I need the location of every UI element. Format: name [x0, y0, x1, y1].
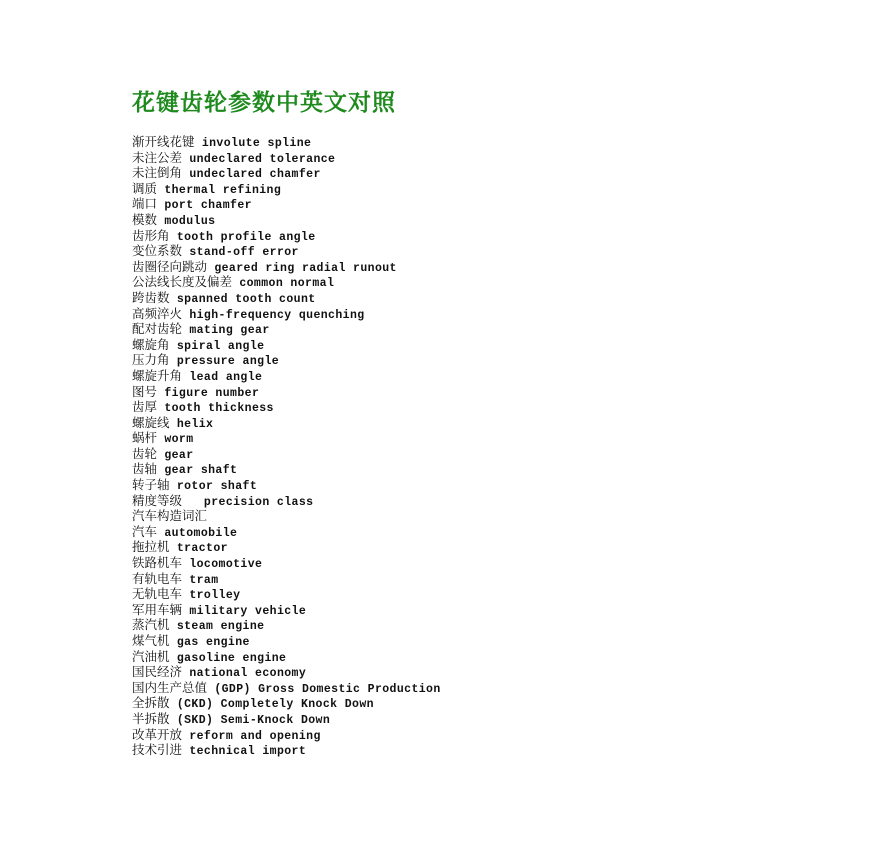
glossary-entry	[132, 539, 441, 555]
glossary-entry	[132, 150, 441, 166]
term-english: gas engine	[176, 636, 250, 649]
glossary-list	[132, 134, 441, 758]
term-chinese: 压力角	[132, 352, 170, 368]
term-english: tooth thickness	[164, 402, 274, 416]
glossary-entry	[132, 555, 441, 571]
term-separator	[170, 636, 177, 649]
glossary-entry	[132, 446, 441, 462]
term-english: military vehicle	[189, 604, 307, 618]
document-title: 花键齿轮参数中英文对照	[132, 89, 396, 116]
term-english: mating gear	[189, 324, 270, 338]
term-english: reform and opening	[189, 729, 321, 743]
term-english: automobile	[164, 526, 238, 540]
glossary-entry	[132, 711, 441, 727]
term-chinese: 半拆散	[132, 710, 170, 726]
term-chinese: 转子轴	[132, 477, 170, 493]
term-separator	[170, 231, 177, 244]
term-chinese: 有轨电车	[132, 570, 183, 586]
term-english: lead angle	[189, 370, 263, 384]
term-separator	[170, 698, 177, 711]
term-chinese: 齿形角	[132, 227, 170, 243]
term-english: (SKD) Semi-Knock Down	[176, 713, 331, 727]
glossary-entry	[132, 664, 441, 680]
glossary-entry	[132, 742, 441, 758]
glossary-entry	[132, 384, 441, 400]
term-english: technical import	[189, 745, 307, 759]
term-chinese: 齿轮	[132, 445, 158, 461]
glossary-entry	[132, 524, 441, 540]
term-english: helix	[176, 417, 214, 431]
term-chinese: 螺旋线	[132, 414, 170, 430]
term-chinese: 精度等级	[132, 492, 183, 508]
term-chinese: 蜗杆	[132, 430, 158, 446]
glossary-entry	[132, 415, 441, 431]
glossary-entry	[132, 321, 441, 337]
term-chinese: 配对齿轮	[132, 321, 183, 337]
glossary-entry	[132, 461, 441, 477]
term-english: steam engine	[176, 620, 265, 634]
glossary-entry	[132, 586, 441, 602]
glossary-entry	[132, 368, 441, 384]
term-separator	[170, 542, 177, 555]
term-chinese: 模数	[132, 211, 158, 227]
term-chinese: 端口	[132, 196, 158, 212]
term-english: high-frequency quenching	[189, 308, 365, 322]
glossary-entry	[132, 649, 441, 665]
term-chinese: 螺旋角	[132, 336, 170, 352]
term-english: (CKD) Completely Knock Down	[176, 698, 374, 712]
term-chinese: 螺旋升角	[132, 367, 183, 383]
term-chinese: 国民经济	[132, 664, 183, 680]
term-english: modulus	[164, 214, 216, 228]
term-english: gear	[164, 448, 194, 462]
glossary-entry	[132, 337, 441, 353]
glossary-entry	[132, 212, 441, 228]
term-english: geared ring radial runout	[214, 261, 397, 275]
term-english: port chamfer	[164, 199, 252, 213]
term-chinese: 改革开放	[132, 726, 183, 742]
glossary-entry	[132, 399, 441, 415]
term-english: undeclared tolerance	[189, 152, 336, 166]
glossary-entry	[132, 430, 441, 446]
term-english: national economy	[189, 667, 307, 681]
term-english: pressure angle	[176, 355, 280, 369]
term-separator	[170, 620, 177, 633]
term-english: locomotive	[189, 558, 263, 572]
term-chinese: 军用车辆	[132, 601, 183, 617]
term-chinese: 汽油机	[132, 648, 170, 664]
term-separator	[170, 480, 177, 493]
glossary-entry	[132, 680, 441, 696]
term-english: tractor	[176, 542, 228, 556]
glossary-entry	[132, 134, 441, 150]
term-chinese: 未注倒角	[132, 165, 183, 181]
term-english: stand-off error	[189, 246, 299, 260]
term-chinese: 汽车	[132, 523, 158, 539]
glossary-entry	[132, 306, 441, 322]
glossary-entry	[132, 617, 441, 633]
term-english: gear shaft	[164, 464, 238, 478]
glossary-entry	[132, 727, 441, 743]
term-chinese: 齿圈径向跳动	[132, 258, 208, 274]
glossary-entry	[132, 695, 441, 711]
term-chinese: 全拆散	[132, 695, 170, 711]
term-separator	[170, 340, 177, 353]
term-separator	[170, 355, 177, 368]
glossary-entry	[132, 508, 441, 524]
term-separator	[170, 652, 177, 665]
term-separator	[182, 496, 204, 509]
term-separator	[170, 293, 177, 306]
term-english: tooth profile angle	[176, 230, 316, 244]
term-chinese: 齿轴	[132, 461, 158, 477]
term-chinese: 公法线长度及偏差	[132, 274, 233, 290]
term-chinese: 齿厚	[132, 399, 158, 415]
term-chinese: 变位系数	[132, 243, 183, 259]
term-chinese: 跨齿数	[132, 289, 170, 305]
term-english: undeclared chamfer	[189, 168, 321, 182]
term-chinese: 未注公差	[132, 149, 183, 165]
term-english: figure number	[164, 386, 260, 400]
term-chinese: 技术引进	[132, 742, 183, 758]
term-chinese: 图号	[132, 383, 158, 399]
term-chinese: 渐开线花键	[132, 134, 195, 149]
term-separator	[170, 714, 177, 727]
term-english: thermal refining	[164, 183, 282, 197]
term-english: (GDP) Gross Domestic Production	[214, 682, 441, 696]
glossary-entry	[132, 352, 441, 368]
glossary-entry	[132, 493, 441, 509]
glossary-entry	[132, 196, 441, 212]
term-chinese: 拖拉机	[132, 539, 170, 555]
term-chinese: 调质	[132, 180, 158, 196]
term-english: trolley	[189, 589, 241, 603]
term-english: spanned tooth count	[176, 292, 316, 306]
term-chinese: 蒸汽机	[132, 617, 170, 633]
term-chinese: 高频淬火	[132, 305, 183, 321]
glossary-entry	[132, 259, 441, 275]
term-chinese: 无轨电车	[132, 586, 183, 602]
term-separator	[195, 137, 202, 150]
glossary-entry	[132, 243, 441, 259]
term-english: gasoline engine	[176, 651, 287, 665]
term-english: precision class	[203, 495, 314, 509]
glossary-entry	[132, 290, 441, 306]
term-english: rotor shaft	[176, 480, 258, 494]
term-english: common normal	[239, 277, 335, 291]
term-english: tram	[189, 573, 219, 587]
term-english: worm	[164, 433, 194, 447]
term-chinese: 汽车构造词汇	[132, 508, 208, 524]
glossary-entry	[132, 181, 441, 197]
glossary-entry	[132, 228, 441, 244]
term-english: spiral angle	[176, 339, 265, 353]
glossary-entry	[132, 165, 441, 181]
glossary-entry	[132, 602, 441, 618]
term-chinese: 铁路机车	[132, 555, 183, 571]
term-chinese: 国内生产总值	[132, 679, 208, 695]
glossary-entry	[132, 633, 441, 649]
glossary-entry	[132, 274, 441, 290]
term-separator	[170, 418, 177, 431]
glossary-entry	[132, 477, 441, 493]
glossary-entry	[132, 571, 441, 587]
term-english: involute spline	[201, 137, 312, 150]
term-chinese: 煤气机	[132, 633, 170, 648]
